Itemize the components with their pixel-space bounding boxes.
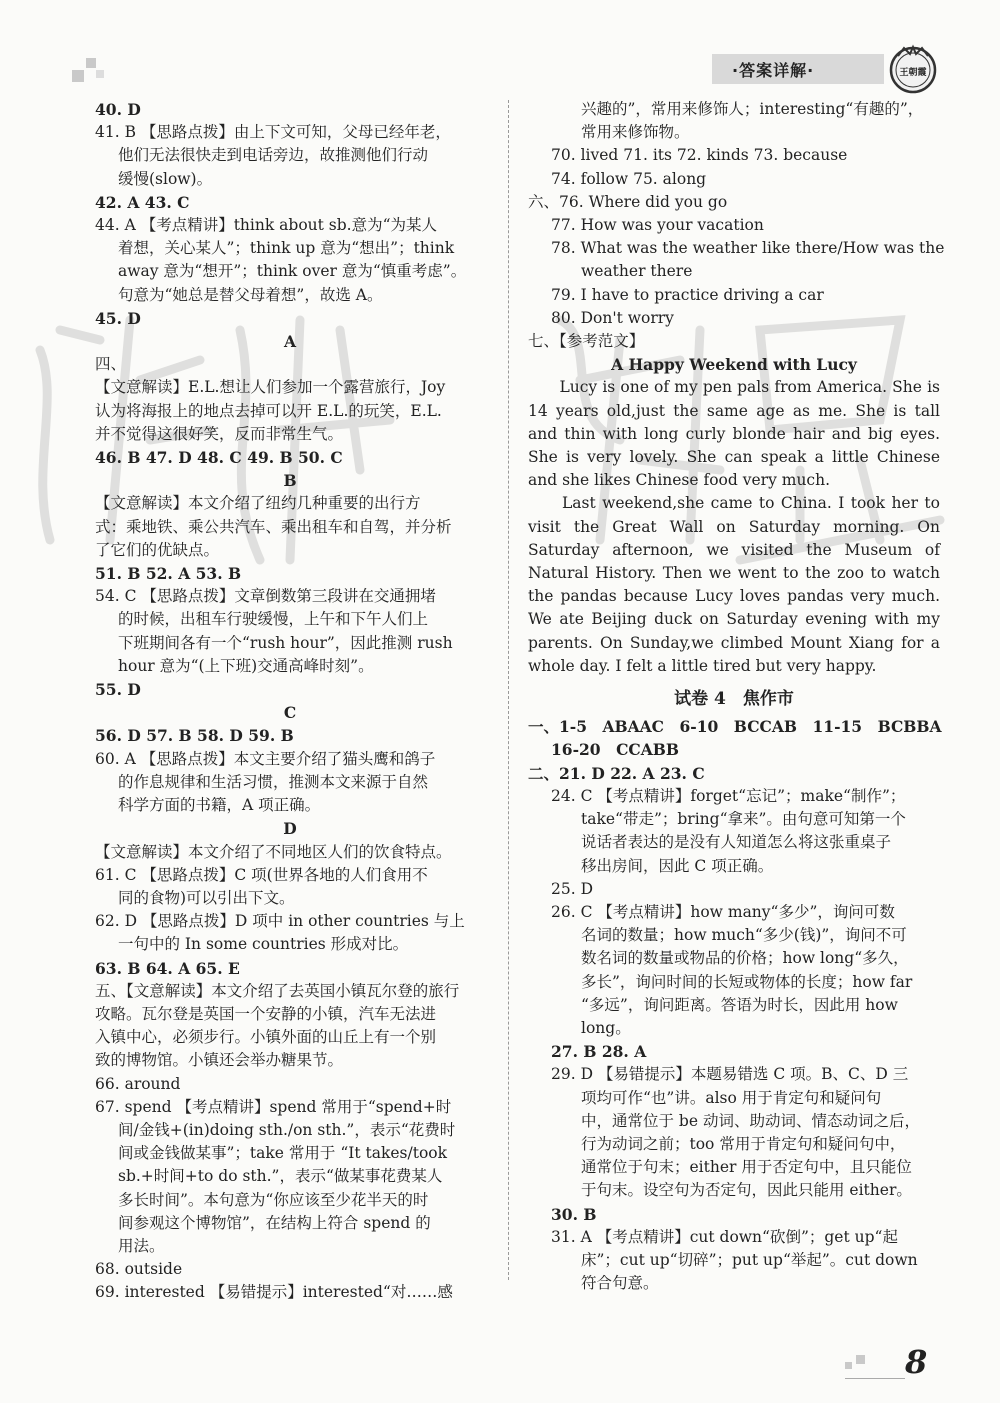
right-column-line: take“带走”；bring“拿来”。由句意可知第一个 — [581, 810, 906, 829]
right-column-line: Lucy is one of my pen pals from America. She is 14 years old,just the same age as me. She is tall and thin with long curly blonde hair and big eyes. She is very lovely. She can speak a little Chinese and she likes Chinese food very much. — [528, 378, 940, 490]
left-column-line: 他们无法很快走到电话旁边，故推测他们行动 — [118, 146, 429, 165]
left-column-line: 入镇中心，必须步行。小镇外面的山丘上有一个别 — [95, 1028, 437, 1047]
left-column-line: 68. outside — [95, 1260, 183, 1279]
left-column-line: C — [283, 703, 297, 723]
left-column-line: 45. D — [95, 308, 141, 328]
header-decoration — [86, 58, 96, 68]
right-column-line: 试卷 4 焦作市 — [674, 689, 794, 710]
right-column-line: 二、21. D 22. A 23. C — [528, 763, 705, 783]
right-column-line: 29. D 【易错提示】本题易错选 C 项。B、C、D 三 — [551, 1065, 909, 1084]
right-column-line: Last weekend,she came to China. I took her to visit the Great Wall on Saturday morning. On Saturday afternoon, we visited the Museum of Natural History. Then we went to the zoo to watch the pandas because Lucy loves pandas very much. We ate Beijing duck on Saturday evening with my parents. On Sunday,we climbed Mount Xiang for a whole day. I felt a little tired but very happy. — [528, 494, 940, 675]
left-column-line: 式：乘地铁、乘公共汽车、乘出租车和自驾，并分析 — [95, 517, 452, 536]
footer-decoration — [856, 1355, 865, 1364]
right-column-line: 移出房间，因此 C 项正确。 — [581, 856, 774, 875]
right-column-line: weather there — [581, 262, 693, 281]
left-column-line: B — [283, 471, 297, 491]
left-column-line: 五、【文意解读】本文介绍了去英国小镇瓦尔登的旅行 — [95, 981, 460, 1000]
left-column-line: 着想，关心某人”；think up 意为“想出”；think — [118, 239, 455, 258]
right-column — [528, 98, 945, 1295]
left-column-line: D — [283, 819, 297, 839]
right-column-line: 床”；cut up“切碎”；put up“举起”。cut down — [581, 1250, 918, 1269]
left-column-line: A — [283, 332, 297, 352]
right-column-line: 27. B 28. A — [551, 1042, 647, 1062]
right-column-line: 74. follow 75. along — [551, 169, 707, 188]
right-column-line: 79. I have to practice driving a car — [551, 285, 824, 304]
right-column-line: 多长”，询问时间的长短或物体的长度；how far — [581, 972, 913, 991]
left-column-line: 句意为“她总是替父母着想”，故选 A。 — [118, 285, 383, 304]
column-divider — [508, 100, 509, 1280]
left-column-line: 62. D 【思路点拨】D 项中 in other countries 与上 — [95, 912, 465, 931]
brand-seal-icon — [888, 44, 938, 94]
left-column-line: 【文意解读】本文介绍了不同地区人们的饮食特点。 — [95, 842, 452, 861]
right-column-line: 77. How was your vacation — [551, 216, 764, 235]
right-column-line: 80. Don't worry — [551, 308, 674, 327]
left-column-line: 的时候，出租车行驶缓慢，上午和下午人们上 — [118, 610, 429, 629]
right-column-line: 六、76. Where did you go — [528, 192, 728, 211]
right-column-line: 78. What was the weather like there/How was the — [551, 239, 945, 258]
right-column-line: 名词的数量；how much“多少(钱)”，询问不可 — [581, 926, 907, 945]
left-column-line: 【文意解读】E.L.想让人们参加一个露营旅行，Joy — [95, 378, 446, 397]
right-column-line: A Happy Weekend with Lucy — [611, 355, 857, 375]
left-column-line: 54. C 【思路点拨】文章倒数第三段讲在交通拥堵 — [95, 587, 436, 606]
left-column-line: 攻略。瓦尔登是英国一个安静的小镇，汽车无法进 — [95, 1004, 437, 1023]
right-column-line: 数名词的数量或物品的价格；how long“多久， — [581, 949, 909, 968]
right-column-line: 70. lived 71. its 72. kinds 73. because — [551, 146, 848, 165]
right-column-line: 项均可作“也”讲。also 用于肯定句和疑问句 — [581, 1088, 882, 1107]
right-column-line: 说话者表达的是没有人知道怎么将这张重桌子 — [581, 833, 892, 852]
left-column-line: 69. interested 【易错提示】interested“对……感 — [95, 1283, 453, 1302]
right-column-line: 25. D — [551, 879, 594, 898]
left-column-line: sb.+时间+to do sth.”，表示“做某事花费某人 — [118, 1167, 443, 1186]
left-column-line: 61. C 【思路点拨】C 项(世界各地的人们食用不 — [95, 865, 428, 884]
right-column-line: 兴趣的”，常用来修饰人；interesting“有趣的”， — [581, 100, 924, 118]
right-column-line: 于句末。设空句为否定句，因此只能用 either。 — [581, 1181, 912, 1200]
left-column-line: 多长时间”。本句意为“你应该至少花半天的时 — [118, 1190, 429, 1209]
right-column-line: 一、1-5 ABAAC 6-10 BCCAB 11-15 BCBBA — [528, 717, 942, 737]
right-column-line: 常用来修饰物。 — [581, 123, 690, 142]
left-column-line: 51. B 52. A 53. B — [95, 564, 242, 584]
page-number: 8 — [905, 1343, 928, 1381]
left-column-line: 认为将海报上的地点去掉可以开 E.L.的玩笑，E.L. — [95, 401, 442, 420]
left-column-line: 46. B 47. D 48. C 49. B 50. C — [95, 448, 343, 468]
left-column-line: 55. D — [95, 680, 141, 700]
right-column-line: 中，通常位于 be 动词、助动词、情态动词之后， — [581, 1111, 920, 1130]
right-column-line: 24. C 【考点精讲】forget“忘记”；make“制作”； — [551, 786, 906, 805]
right-column-line: 31. A 【考点精讲】cut down“砍倒”；get up“起 — [551, 1227, 898, 1246]
left-column-line: 了它们的优缺点。 — [95, 540, 220, 559]
left-column-line: 一句中的 In some countries 形成对比。 — [118, 935, 409, 954]
left-column-line: 41. B 【思路点拨】由上下文可知，父母已经年老， — [95, 123, 451, 142]
left-column-line: 【文意解读】本文介绍了纽约几种重要的出行方 — [95, 494, 421, 513]
right-column-line: 30. B — [551, 1204, 597, 1224]
left-column-line: 66. around — [95, 1074, 181, 1093]
left-column-line: 67. spend 【考点精讲】spend 常用于“spend+时 — [95, 1097, 452, 1116]
left-column-line: 60. A 【思路点拨】本文主要介绍了猫头鹰和鸽子 — [95, 749, 436, 768]
left-column-line: 40. D — [95, 100, 141, 119]
left-column-line: 四、 — [95, 355, 127, 374]
left-column-line: 用法。 — [118, 1236, 165, 1255]
left-column-line: 同的食物)可以引出下文。 — [118, 888, 295, 907]
footer-decoration — [845, 1362, 852, 1369]
right-column-line: 16-20 CCABB — [551, 740, 679, 760]
right-column-line: 符合句意。 — [581, 1274, 659, 1293]
left-column-line: 缓慢(slow)。 — [118, 169, 213, 188]
left-column-line: 间或金钱做某事”；take 常用于 “It takes/took — [118, 1144, 448, 1163]
left-column-line: 42. A 43. C — [95, 192, 190, 212]
left-column-line: 56. D 57. B 58. D 59. B — [95, 726, 294, 746]
left-column-line: 科学方面的书籍，A 项正确。 — [118, 796, 321, 815]
right-column-line: 七、【参考范文】 — [528, 332, 645, 351]
left-column — [95, 98, 485, 1305]
header-decoration — [72, 70, 84, 82]
seal-text: 王朝霞 — [899, 68, 927, 78]
right-column-line: 通常位于句末；either 用于否定句中，且只能位 — [581, 1158, 912, 1177]
left-column-line: 44. A 【考点精讲】think about sb.意为“为某人 — [95, 216, 438, 235]
left-column-line: away 意为“想开”；think over 意为“慎重考虑”。 — [118, 262, 467, 281]
left-column-line: 并不觉得这很好笑，反而非常生气。 — [95, 424, 344, 443]
header-title: ·答案详解· — [732, 61, 815, 80]
left-column-line: 间/金钱+(in)doing sth./on sth.”，表示“花费时 — [118, 1120, 456, 1139]
left-column-line: 63. B 64. A 65. E — [95, 958, 240, 978]
right-column-line: 26. C 【考点精讲】how many“多少”，询问可数 — [551, 902, 895, 921]
header-decoration — [96, 70, 104, 78]
left-column-line: 间参观这个博物馆”，在结构上符合 spend 的 — [118, 1213, 431, 1232]
left-column-line: hour 意为“(上下班)交通高峰时刻”。 — [118, 656, 374, 675]
right-column-line: “多远”，询问距离。答语为时长，因此用 how — [581, 995, 898, 1014]
right-column-line: 行为动词之前；too 常用于肯定句和疑问句中， — [581, 1134, 906, 1153]
right-column-line: long。 — [581, 1018, 631, 1037]
page-number-rule — [845, 1378, 905, 1379]
left-column-line: 的作息规律和生活习惯，推测本文来源于自然 — [118, 772, 429, 791]
left-column-line: 致的博物馆。小镇还会举办糖果节。 — [95, 1051, 344, 1070]
left-column-line: 下班期间各有一个“rush hour”，因此推测 rush — [118, 633, 453, 652]
